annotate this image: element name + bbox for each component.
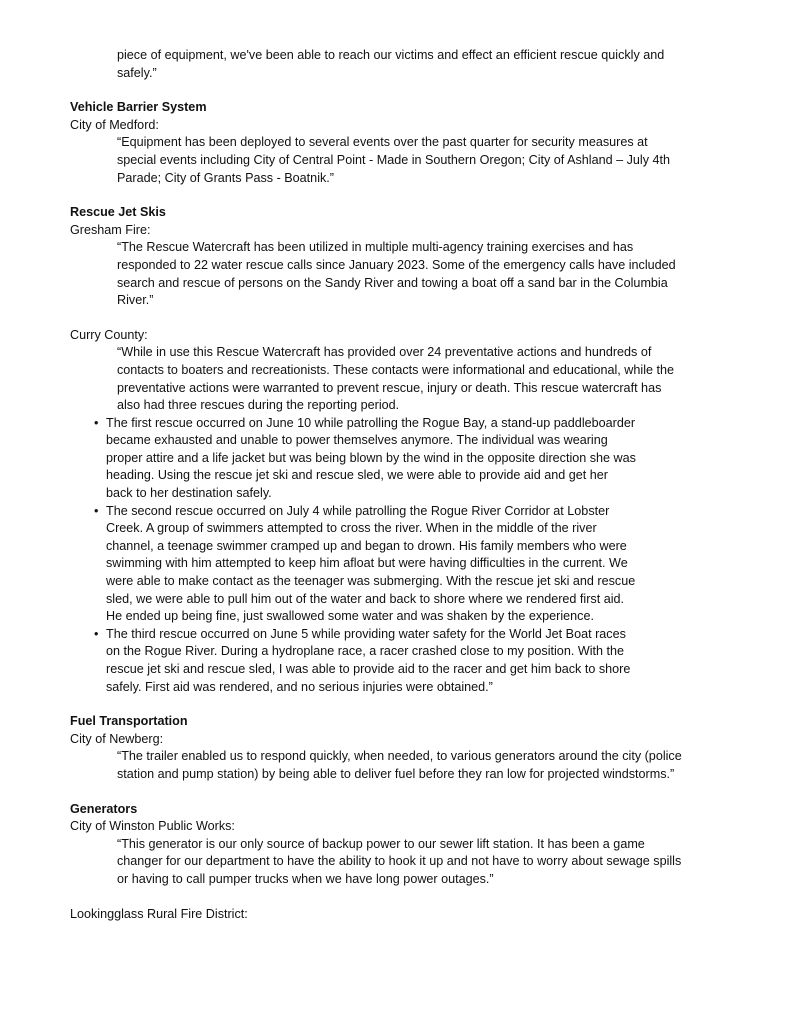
org-city-of-medford: City of Medford:	[70, 117, 159, 132]
bullet-icon: •	[94, 503, 99, 518]
quote-medford: “Equipment has been deployed to several events over the past quarter for security measures at special events including City of Central Point - Made in Southern Oregon; City of Ashland – July 4th Parade; City of Grants Pass - Boatnik.”	[117, 135, 671, 185]
org-city-of-winston: City of Winston Public Works:	[70, 819, 235, 834]
quote-gresham: “The Rescue Watercraft has been utilized in multiple multi-agency training exercises and has responded to 22 water rescue calls since January 2023. Some of the emergency calls have included search and rescue of persons on the Sandy River and towing a boat off a sand bar in the Columbia River.”	[117, 240, 676, 308]
section-title-vehicle-barrier: Vehicle Barrier System	[70, 100, 207, 115]
org-lookingglass-fire: Lookingglass Rural Fire District:	[70, 906, 248, 921]
org-curry-county: Curry County:	[70, 327, 148, 342]
document-page	[70, 47, 690, 923]
quote-curry: “While in use this Rescue Watercraft has provided over 24 preventative actions and hundreds of contacts to boaters and recreationists. These contacts were informational and educational, while the preventative actions were warranted to prevent rescue, injury or death. This rescue watercraft has also had three rescues during the reporting period.	[117, 345, 675, 413]
list-item-text: The second rescue occurred on July 4 while patrolling the Rogue River Corridor at Lobster Creek. A group of swimmers attempted to cross the river. When in the middle of the river channel, a teenage swimmer cramped up and began to drown. His family members who were swimming with him attempted to keep him afloat but were having difficulties in the current. We were able to make contact as the teenager was submerging. With the rescue jet ski and rescue sled, we were able to pull him out of the water and back to shore where we rendered first aid. He ended up being fine, just swallowed some water and was shaken by the experience.	[106, 503, 636, 624]
quote-continuation: piece of equipment, we've been able to reach our victims and effect an efficient rescue quickly and safely.”	[117, 48, 665, 80]
bullet-icon: •	[94, 626, 99, 641]
org-city-of-newberg: City of Newberg:	[70, 731, 164, 746]
list-item	[70, 503, 636, 626]
section-title-generators: Generators	[70, 801, 138, 816]
list-item-text: The first rescue occurred on June 10 while patrolling the Rogue Bay, a stand-up paddleboarder became exhausted and unable to power themselves anymore. The individual was wearing proper attire and a life jacket but was being blown by the wind in the opposite direction she was heading. Using the rescue jet ski and rescue sled, we were able to provide aid and get her back to her destination safely.	[106, 415, 636, 501]
list-item-text: The third rescue occurred on June 5 while providing water safety for the World Jet Boat races on the Rogue River. During a hydroplane race, a racer crashed close to my position. With the rescue jet ski and rescue sled, I was able to provide aid to the racer and get him back to shore safely. First aid was rendered, and no serious injuries were obtained.”	[106, 626, 631, 694]
spacer	[70, 889, 690, 906]
bullet-icon: •	[94, 415, 99, 430]
spacer	[70, 310, 690, 327]
list-item	[70, 626, 636, 696]
list-item	[70, 415, 636, 503]
section-title-rescue-jet-skis: Rescue Jet Skis	[70, 205, 166, 220]
section-title-fuel-transportation: Fuel Transportation	[70, 714, 188, 729]
rescue-list	[70, 415, 636, 697]
org-gresham-fire: Gresham Fire:	[70, 222, 151, 237]
quote-newberg: “The trailer enabled us to respond quickly, when needed, to various generators around the city (police station and pump station) by being able to deliver fuel before they ran low for projected windstorms.”	[117, 749, 682, 781]
quote-winston: “This generator is our only source of backup power to our sewer lift station. It has been a game changer for our department to have the ability to hook it up and not have to worry about sewage spills or having to call pumper trucks when we have long power outages.”	[117, 836, 682, 886]
